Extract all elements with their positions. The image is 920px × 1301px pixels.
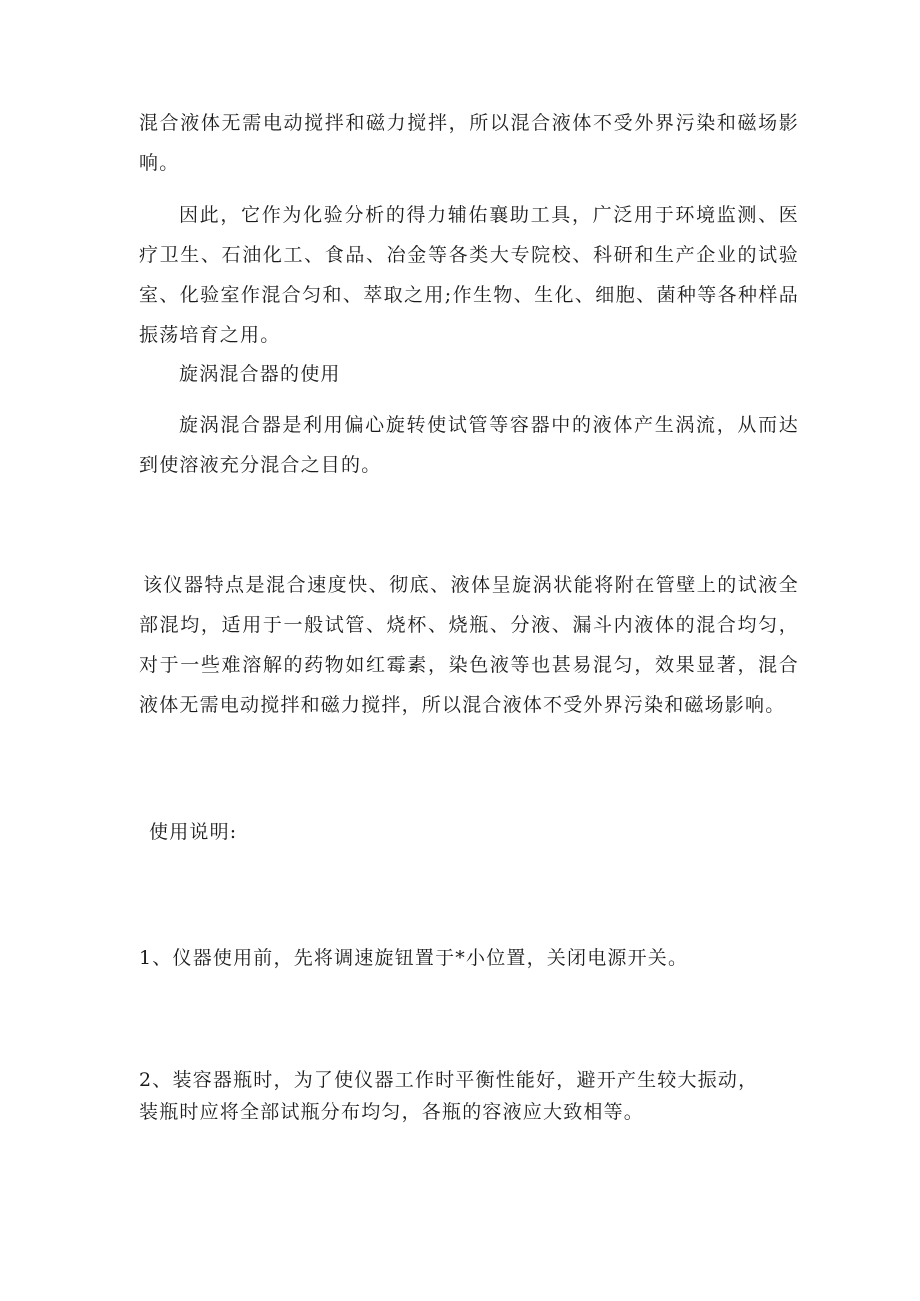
paragraph-principle: 旋涡混合器是利用偏心旋转使试管等容器中的液体产生涡流，从而达到使溶液充分混合之目的。 xyxy=(139,414,799,476)
paragraph-features: 该仪器特点是混合速度快、彻底、液体呈旋涡状能将附在管壁上的试液全部混均，适用于一般试管、烧杯、烧瓶、分液、漏斗内液体的混合均匀，对于一些难溶解的药物如红霉素，染色液等也甚易混匀，效果显著，混合液体无需电动搅拌和磁力搅拌，所以混合液体不受外界污染和磁场影响。 xyxy=(139,574,799,716)
instruction-step-1: 1、仪器使用前，先将调速旋钮置于*小位置，关闭电源开关。 xyxy=(139,947,689,969)
instruction-step-2-line-2: 装瓶时应将全部试瓶分布均匀，各瓶的容液应大致相等。 xyxy=(139,1101,645,1123)
instruction-step-2-line-1: 2、装容器瓶时，为了使仪器工作时平衡性能好，避开产生较大振动， xyxy=(139,1069,759,1091)
section-heading-usage: 旋涡混合器的使用 xyxy=(179,363,341,385)
paragraph-mixing-no-pollution: 混合液体无需电动搅拌和磁力搅拌，所以混合液体不受外界污染和磁场影响。 xyxy=(139,112,799,174)
paragraph-applications: 因此，它作为化验分析的得力辅佑襄助工具，广泛用于环境监测、医疗卫生、石油化工、食品、冶金等各类大专院校、科研和生产企业的试验室、化验室作混合匀和、萃取之用;作生物、生化、细胞、菌种等各种样品振荡培育之用。 xyxy=(139,204,799,346)
section-heading-instructions: 使用说明: xyxy=(149,821,238,843)
